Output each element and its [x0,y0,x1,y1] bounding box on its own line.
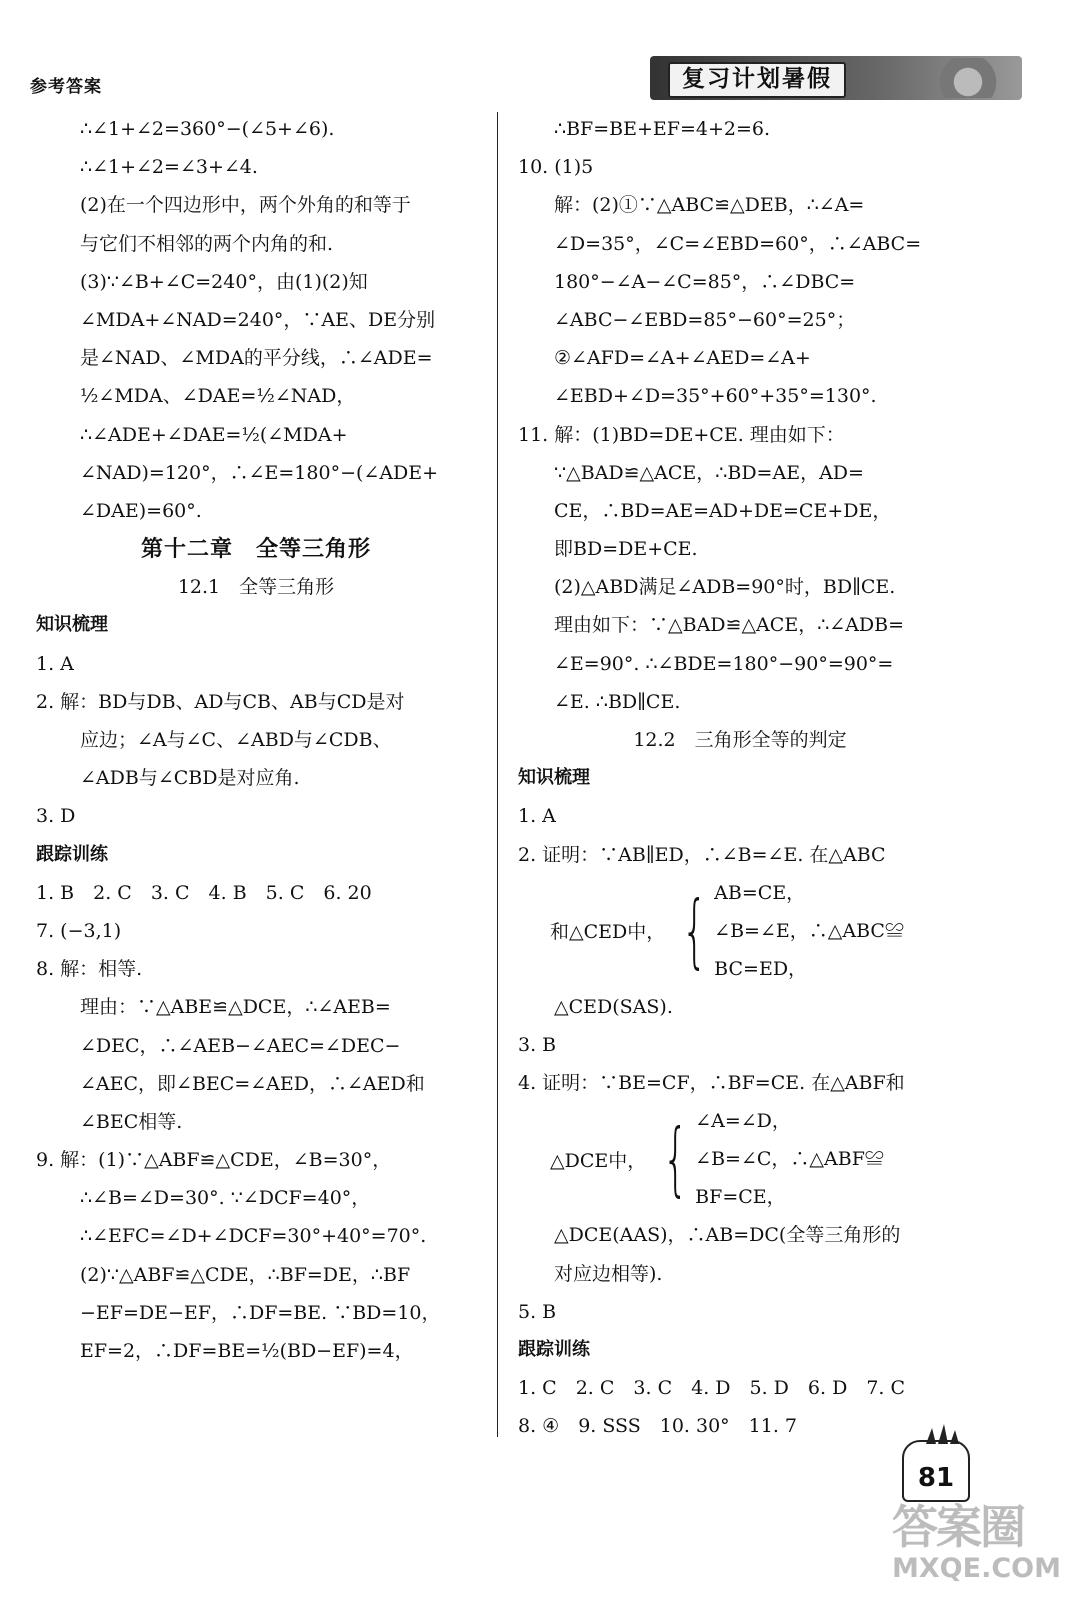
answer-line: 1. C 2. C 3. C 4. D 5. D 6. D 7. C [518,1377,906,1400]
answer-line: 是∠NAD、∠MDA的平分线，∴∠ADE= [80,347,433,370]
answer-line: 2. 证明：∵AB∥ED，∴∠B=∠E. 在△ABC [518,843,886,866]
section-title: 12.1 全等三角形 [177,576,335,599]
answer-line: ②∠AFD=∠A+∠AED=∠A+ [554,347,811,370]
answer-line: 应边；∠A与∠C、∠ABD与∠CDB、 [80,729,392,751]
answer-line: 10. (1)5 [518,156,594,179]
answer-line: 5. B [518,1300,557,1323]
brace-lead: △DCE中， [550,1149,647,1172]
answer-line: ∠E. ∴BD∥CE. [554,690,681,713]
answer-line: ∠ADB与∠CBD是对应角. [80,767,300,790]
answer-line: 1. A [36,652,74,675]
answer-line: △CED(SAS). [554,995,673,1018]
banner-decoration-icon [928,58,1008,98]
answer-line: ½∠MDA、∠DAE=½∠NAD， [80,385,356,408]
title-banner [650,56,1022,100]
answer-line: 与它们不相邻的两个内角的和. [80,232,334,255]
answer-line: 解：(2)①∵△ABC≌△DEB，∴∠A= [554,194,865,217]
answer-line: 理由：∵△ABE≌△DCE，∴∠AEB= [80,996,391,1019]
brace-lead: 和△CED中， [550,921,666,944]
answer-line: 9. 解：(1)∵△ABF≌△CDE，∠B=30°， [36,1149,392,1172]
answer-line: 对应边相等). [554,1262,663,1285]
answer-line: EF=2，∴DF=BE=½(BD−EF)=4， [80,1340,414,1362]
answer-line: ∠BEC相等. [80,1110,183,1133]
answer-line: 2. 解：BD与DB、AD与CB、AB与CD是对 [36,690,405,713]
section-title: 12.2 三角形全等的判定 [633,729,847,751]
brace-line: BC=ED， [714,957,808,980]
answer-line: ∴∠ADE+∠DAE=½(∠MDA+ [80,423,348,446]
answer-line: 11. 解：(1)BD=DE+CE. 理由如下： [518,423,845,446]
left-column [36,110,476,1370]
column-divider [497,112,498,1437]
answer-line: 180°−∠A−∠C=85°，∴∠DBC= [554,270,856,293]
answer-line: ∠ABC−∠EBD=85°−60°=25°； [554,308,856,331]
page-number: 81 [902,1440,970,1502]
banner-title [668,62,846,98]
answer-line: (2)在一个四边形中，两个外角的和等于 [80,194,411,217]
section-heading: 跟踪训练 [36,843,108,865]
brace-line: ∠A=∠D， [695,1110,791,1133]
watermark-logo [892,1500,1072,1595]
answer-line: ∴∠1+∠2=360°−(∠5+∠6). [80,118,335,140]
brace-line: BF=CE， [695,1186,786,1209]
answer-line: 即BD=DE+CE. [554,538,698,561]
answer-line: ∠MDA+∠NAD=240°，∵AE、DE分别 [80,308,436,331]
watermark-url: MXQE.COM [892,1553,1061,1584]
answer-line: (3)∵∠B+∠C=240°，由(1)(2)知 [80,270,368,293]
answer-line: 1. A [518,805,556,828]
answer-line: 7. (−3,1) [36,919,122,942]
answer-line: ∠DAE)=60°. [80,499,202,522]
answer-line: △DCE(AAS)，∴AB=DC(全等三角形的 [554,1224,901,1247]
header-label: 参考答案 [30,77,102,97]
brace-line: ∠B=∠E，∴△ABC≌ [714,919,904,942]
answer-line: 3. D [36,805,76,828]
section-heading: 知识梳理 [36,614,108,636]
answer-line: 3. B [518,1033,557,1056]
brace-icon: { [662,1112,689,1206]
watermark-text: 答案圈 [892,1500,1024,1554]
chapter-title: 第十二章 全等三角形 [140,536,371,563]
answer-line: ∴∠EFC=∠D+∠DCF=30°+40°=70°. [80,1225,427,1248]
section-heading: 跟踪训练 [518,1338,590,1360]
brace-icon: { [681,883,708,977]
brace-block-1 [518,874,962,988]
answer-line: ∠DEC，∴∠AEB−∠AEC=∠DEC− [80,1034,401,1057]
answer-line: (2)△ABD满足∠ADB=90°时，BD∥CE. [554,576,896,599]
section-heading: 知识梳理 [518,767,590,789]
brace-block-2 [518,1102,962,1216]
brace-line: ∠B=∠C，∴△ABF≌ [695,1148,884,1171]
answer-line: ∵△BAD≌△ACE，∴BD=AE，AD= [554,461,864,484]
answer-line: 理由如下：∵△BAD≌△ACE，∴∠ADB= [554,614,905,637]
answer-line: 4. 证明：∵BE=CF，∴BF=CE. 在△ABF和 [518,1072,905,1095]
answer-line: ∠D=35°，∠C=∠EBD=60°，∴∠ABC= [554,232,922,255]
brace-line: AB=CE， [714,881,806,904]
answer-line: ∠AEC，即∠BEC=∠AED，∴∠AED和 [80,1072,425,1095]
answer-line: CE，∴BD=AE=AD+DE=CE+DE， [554,499,892,522]
answer-line: 1. B 2. C 3. C 4. B 5. C 6. 20 [36,881,372,904]
banner-title-a: 复习计划 [682,66,782,92]
answer-line: ∠NAD)=120°，∴∠E=180°−(∠ADE+ [80,461,439,484]
answer-line: (2)∵△ABF≌△CDE，∴BF=DE，∴BF [80,1263,411,1286]
answer-line: ∴∠B=∠D=30°. ∵∠DCF=40°， [80,1187,371,1210]
answer-line: ∴∠1+∠2=∠3+∠4. [80,156,258,179]
banner-title-b: 暑假 [782,66,832,92]
answer-line: ∠EBD+∠D=35°+60°+35°=130°. [554,385,877,408]
answer-line: −EF=DE−EF，∴DF=BE. ∵BD=10， [80,1301,441,1324]
answer-line: ∠E=90°. ∴∠BDE=180°−90°=90°= [554,652,894,675]
answer-line: 8. ④ 9. SSS 10. 30° 11. 7 [518,1415,798,1438]
answer-line: ∴BF=BE+EF=4+2=6. [554,118,771,140]
answer-line: 8. 解：相等. [36,958,143,981]
right-column [518,110,962,1445]
